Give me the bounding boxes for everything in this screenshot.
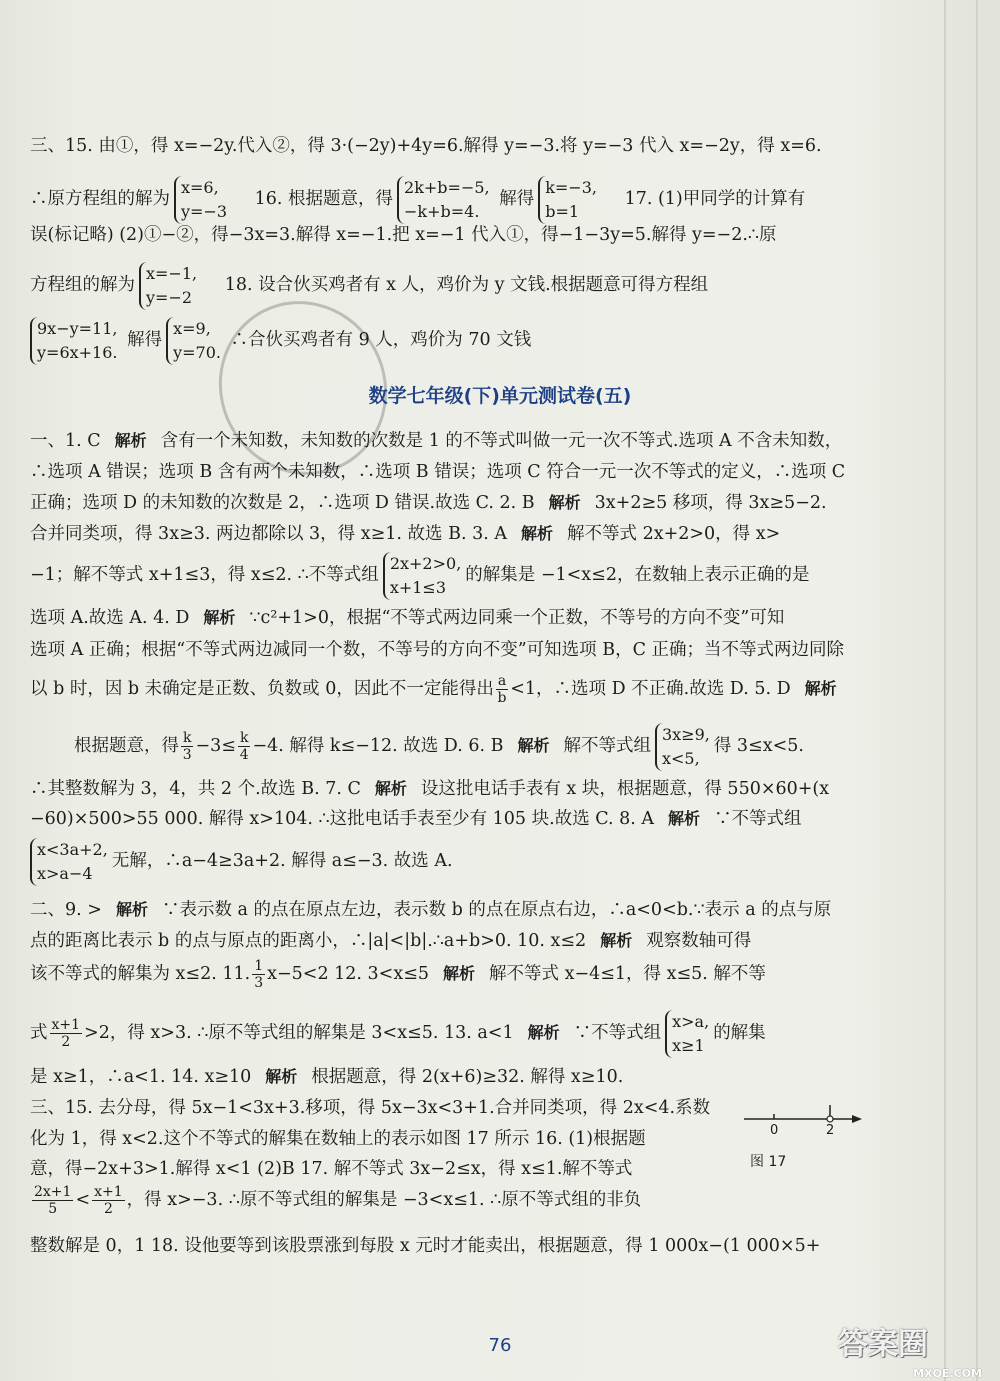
text-line: 式 $\frac{x+1}{2}$ >2，得 x>3. ∴原不等式组的解集是 3<x≤5. 13. a<1 解析 ∵不等式组 x>a, x≥1 的解集 [30,1006,948,1062]
inequality-system: x>a, x≥1 [665,1010,709,1058]
fraction: $\frac{x+1}{2}$ [94,1184,123,1217]
figure-caption: 图 17 [750,1154,787,1170]
text-line: −1；解不等式 x+1≤3，得 x≤2. ∴不等式组 2x+2>0, x+1≤3 的解集是 −1<x≤2，在数轴上表示正确的是 [30,548,948,604]
text-line: 该不等式的解集为 x≤2. 11. $\frac{1}{3}$ x−5<2 12. 3<x≤5 解析 解不等式 x−4≤1，得 x≤5. 解不等 [30,958,766,991]
tick-label: 2 [826,1123,835,1138]
fraction: $\frac{k}{3}$ [182,730,192,763]
text-line: 点的距离比表示 b 的点与原点的距离小，∴|a|<|b|.∴a+b>0. 10. x≤2 解析 观察数轴可得 [30,931,752,951]
text-line: 选项 A.故选 A. 4. D 解析 ∵c²+1>0，根据“不等式两边同乘一个正数，不等号的方向不变”可知 [30,608,785,628]
text-line: 合并同类项，得 3x≥3. 两边都除以 3，得 x≥1. 故选 B. 3. A 解析 解不等式 2x+2>0，得 x> [30,524,781,544]
text-line: 三、15. 去分母，得 5x−1<3x+3.移项，得 5x−3x<3+1.合并同类项，得 2x<4.系数 [30,1098,711,1118]
equation-system: x=6, y=−3 [174,176,227,224]
text-line: 选项 A 正确；根据“不等式两边减同一个数，不等号的方向不变”可知选项 B，C 正确；当不等式两边同除 [30,640,845,660]
tick-label: 0 [770,1123,779,1138]
section-title: 数学七年级(下)单元测试卷(五) [368,385,632,407]
text-line: ∴选项 A 错误；选项 B 含有两个未知数，∴选项 B 错误；选项 C 符合一元一次不等式的定义，∴选项 C [30,462,846,482]
equation-system: x=9, y=70. [166,317,221,365]
equation-system: k=−3, b=1 [538,176,597,224]
fraction: $\frac{2x+1}{5}$ [34,1184,72,1217]
number-line-figure [744,1105,864,1175]
fraction: $\frac{x+1}{2}$ [51,1017,81,1050]
fraction: $\frac{1}{3}$ [254,958,264,991]
inequality-system: 3x≥9, x<5, [655,723,710,771]
text-line: $\frac{2x+1}{5}$ < $\frac{x+1}{2}$ ，得 x>−3. ∴原不等式组的解集是 −3<x≤1. ∴原不等式组的非负 [34,1184,642,1217]
text-line: −60)×500>55 000. 解得 x>104. ∴这批电话手表至少有 105 块.故选 C. 8. A 解析 ∵不等式组 [30,809,802,829]
fraction: $\frac{k}{4}$ [239,730,249,763]
text-line: 一、1. C 解析 含有一个未知数，未知数的次数是 1 的不等式叫做一元一次不等式.选项 A 不含未知数， [30,431,843,451]
text-line: 根据题意，得 $\frac{k}{3}$ −3≤ $\frac{k}{4}$ −4. 解得 k≤−12. 故选 D. 6. B 解析 解不等式组 3x≥9, x<5, 得 3≤x<5. [30,719,948,775]
page-number: 76 [488,1335,512,1356]
text-line: 化为 1，得 x<2.这个不等式的解集在数轴上的表示如图 17 所示 16. (1)根据题 [30,1129,646,1149]
page-edge-line [976,0,978,1381]
equation-system: 2k+b=−5, −k+b=4. [397,176,490,224]
inequality-system: x<3a+2, x>a−4 [30,838,108,886]
fraction: $\frac{a}{b}$ [497,673,507,706]
text-line: 二、9. > 解析 ∵表示数 a 的点在原点左边，表示数 b 的点在原点右边，∴a<0<b.∵表示 a 的点与原 [30,900,832,920]
watermark-logo: 答案圈 MXQE.COM [838,1327,982,1380]
text-line: 意，得−2x+3>1.解得 x<1 (2)B 17. 解不等式 3x−2≤x，得 x≤1.解不等式 [30,1159,633,1179]
equation-system: x=−1, y=−2 [139,262,197,310]
text-line: 是 x≥1，∴a<1. 14. x≥10 解析 根据题意，得 2(x+6)≥32. 解得 x≥10. [30,1067,624,1087]
text-line: 以 b 时，因 b 未确定是正数、负数或 0，因此不一定能得出 $\frac{a}{b}$ <1，∴选项 D 不正确.故选 D. 5. D 解析 [30,673,837,706]
text-line: 整数解是 0，1 18. 设他要等到该股票涨到每股 x 元时才能卖出，根据题意，得 1 000x−(1 000×5+ [30,1236,821,1256]
inequality-system: 2x+2>0, x+1≤3 [383,552,461,600]
text-line: ∴其整数解为 3，4，共 2 个.故选 B. 7. C 解析 设这批电话手表有 x 块，根据题意，得 550×60+(x [30,779,830,799]
text-line: x<3a+2, x>a−4 无解，∴a−4≥3a+2. 解得 a≤−3. 故选 A. [30,834,948,890]
text-line: 误(标记略) (2)①−②，得−3x=3.解得 x=−1.把 x=−1 代入①，得−1−3y=5.解得 y=−2.∴原 [30,225,777,245]
text-line: 方程组的解为 x=−1, y=−2 18. 设合伙买鸡者有 x 人，鸡价为 y 文钱.根据题意可得方程组 [30,258,948,314]
equation-system: 9x−y=11, y=6x+16. [30,317,118,365]
text-line: 三、15. 由①，得 x=−2y.代入②，得 3·(−2y)+4y=6.解得 y=−3.将 y=−3 代入 x=−2y，得 x=6. [30,136,822,156]
text-line: 9x−y=11, y=6x+16. 解得 x=9, y=70. ∴合伙买鸡者有 9 人，鸡价为 70 文钱 [30,313,948,369]
text-line: 正确；选项 D 的未知数的次数是 2，∴选项 D 错误.故选 C. 2. B 解析 3x+2≥5 移项，得 3x≥5−2. [30,493,827,513]
text-line: ∴原方程组的解为 x=6, y=−3 16. 根据题意，得 2k+b=−5, −k+b=4. 解得 k=−3, b=1 17. (1)甲同学的计算有 [30,172,948,228]
